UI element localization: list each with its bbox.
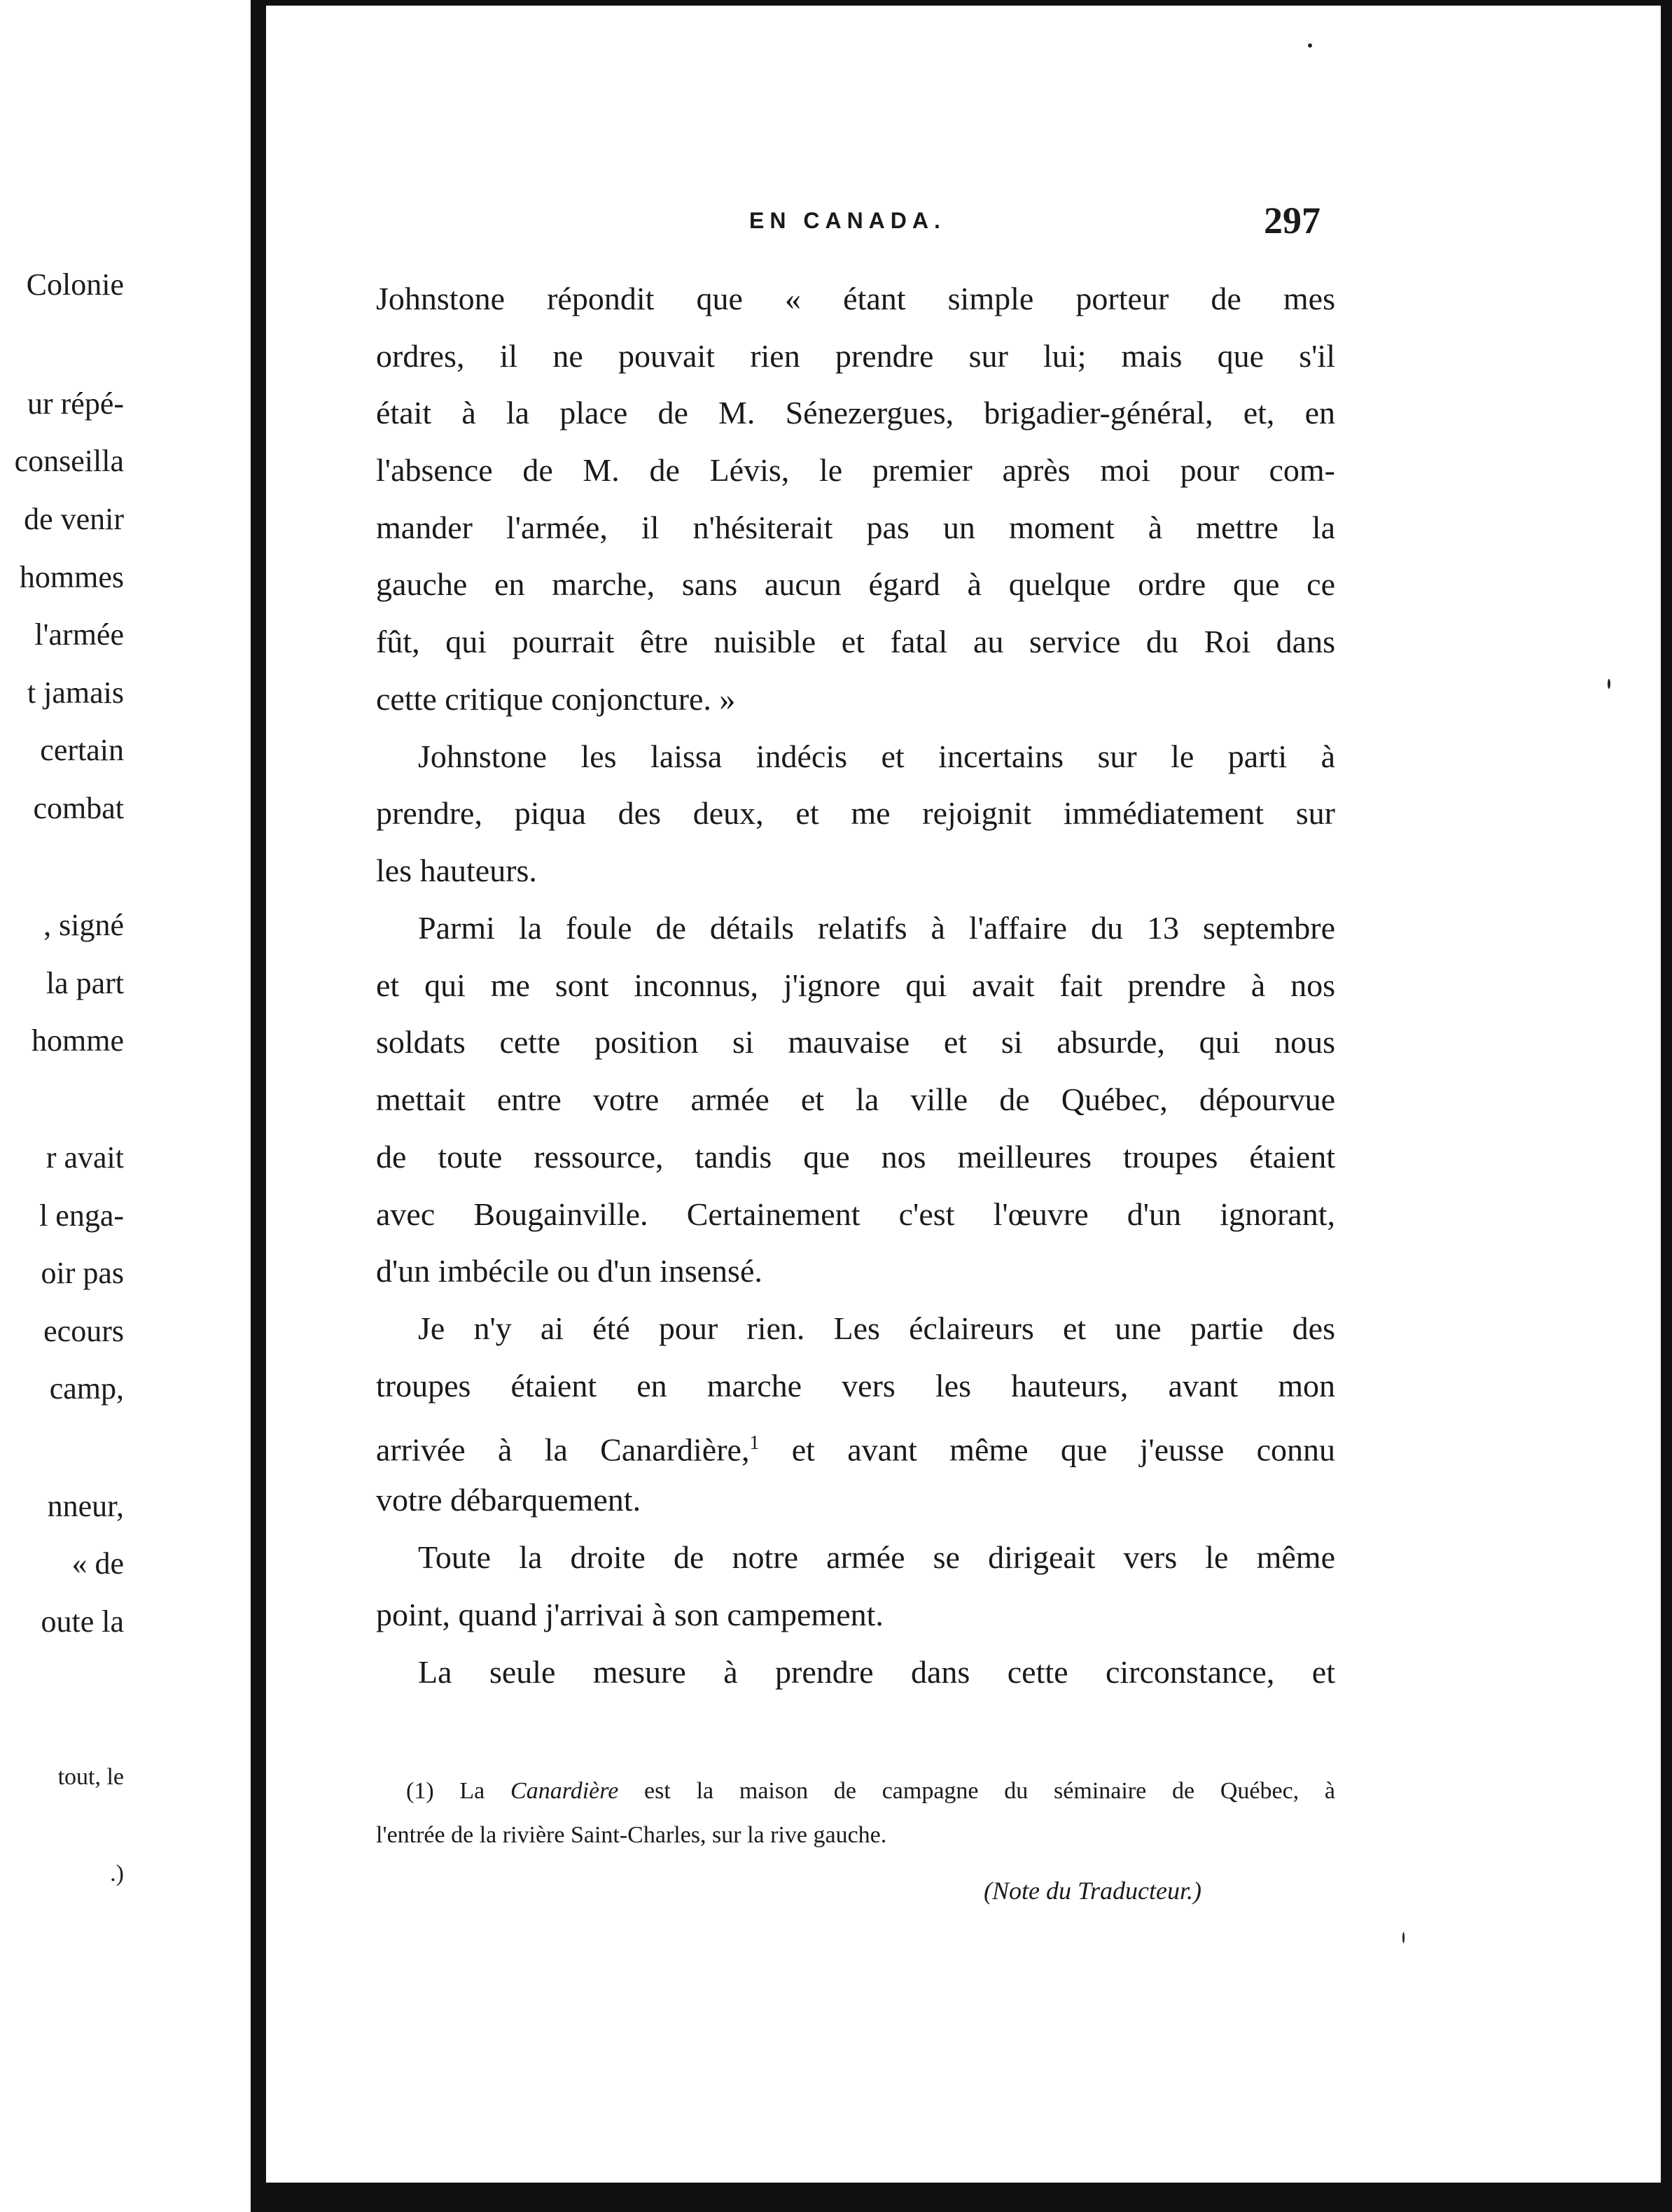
text-line: avec Bougainville. Certainement c'est l'œuvre d'un ignorant, (376, 1196, 1335, 1232)
text-line: d'un imbécile ou d'un insensé. (376, 1253, 762, 1289)
scan-speck (1608, 679, 1610, 689)
text-line: La seule mesure à prendre dans cette circonstance, et (418, 1654, 1335, 1690)
translator-note: (Note du Traducteur.) (984, 1877, 1201, 1905)
facing-page-line: oir pas (41, 1256, 124, 1290)
book-gutter (251, 0, 266, 2212)
text-line: mettait entre votre armée et la ville de Québec, dépourvue (376, 1082, 1335, 1117)
text-line: Je n'y ai été pour rien. Les éclaireurs et une partie des (418, 1310, 1335, 1346)
text-line: gauche en marche, sans aucun égard à quelque ordre que ce (376, 566, 1335, 602)
text-line: cette critique conjoncture. » (376, 681, 736, 717)
facing-page-line: de venir (24, 502, 124, 536)
footnote-text: La (433, 1778, 511, 1804)
text-line: soldats cette position si mauvaise et si absurde, qui nous (376, 1024, 1335, 1060)
footnote-line (406, 1776, 1335, 1807)
facing-page-line: oute la (41, 1604, 124, 1639)
facing-page-line: la part (46, 966, 124, 1000)
footnote-term: Canardière (510, 1778, 619, 1804)
scan-border-right (1661, 0, 1672, 2212)
text-line: fût, qui pourrait être nuisible et fatal au service du Roi dans (376, 624, 1335, 659)
facing-page-fragment (0, 0, 249, 2212)
facing-page-line: homme (32, 1023, 124, 1058)
footnote-line: l'entrée de la rivière Saint-Charles, sur la rive gauche. (376, 1822, 887, 1848)
scan-border-top (266, 0, 1663, 6)
text-line: Johnstone répondit que « étant simple porteur de mes (376, 281, 1335, 316)
footnote-text: est la maison de campagne du séminaire de Québec, à (618, 1778, 1336, 1804)
facing-page-line: , signé (43, 908, 124, 942)
facing-page-line: ecours (43, 1314, 124, 1348)
text-line: Parmi la foule de détails relatifs à l'affaire du 13 septembre (418, 910, 1335, 946)
facing-page-line: r avait (46, 1140, 124, 1175)
facing-page-line: certain (40, 733, 124, 767)
facing-page-line: l'armée (34, 617, 124, 652)
text-fragment: arrivée à la Canardière, (376, 1432, 750, 1468)
text-line: votre débarquement. (376, 1482, 641, 1518)
running-title: EN CANADA. (749, 208, 946, 233)
text-line: était à la place de M. Sénezergues, brigadier-général, et, en (376, 395, 1335, 430)
facing-page-line: l enga- (39, 1198, 124, 1233)
footnote-marker: (1) (406, 1778, 434, 1804)
facing-page-line: tout, le (57, 1764, 124, 1790)
text-line: prendre, piqua des deux, et me rejoignit immédiatement sur (376, 795, 1335, 831)
text-line-with-footnote-ref (376, 1423, 1335, 1470)
text-line: l'absence de M. de Lévis, le premier après moi pour com- (376, 452, 1335, 488)
facing-page-line: camp, (49, 1371, 124, 1406)
facing-page-line: .) (110, 1861, 124, 1886)
text-line: de toute ressource, tandis que nos meilleures troupes étaient (376, 1139, 1335, 1175)
facing-page-line: ur répé- (27, 386, 124, 421)
text-line: ordres, il ne pouvait rien prendre sur lui; mais que s'il (376, 338, 1335, 374)
text-fragment: et avant même que j'eusse connu (759, 1432, 1335, 1468)
facing-page-line: combat (33, 791, 124, 825)
facing-page-line: Colonie (26, 267, 124, 302)
facing-page-line: conseilla (14, 444, 124, 478)
facing-page-line: hommes (19, 560, 124, 594)
facing-page-line: nneur, (47, 1489, 124, 1523)
text-line: troupes étaient en marche vers les hauteurs, avant mon (376, 1368, 1335, 1404)
facing-page-line: « de (71, 1546, 124, 1581)
scan-speck (1308, 43, 1312, 48)
footnote-reference: 1 (749, 1432, 760, 1454)
scan-speck (1402, 1932, 1405, 1943)
scan-border-bottom (266, 2183, 1663, 2212)
facing-page-line: t jamais (27, 676, 124, 710)
text-line: les hauteurs. (376, 853, 537, 888)
text-line: et qui me sont inconnus, j'ignore qui avait fait prendre à nos (376, 967, 1335, 1003)
text-line: point, quand j'arrivai à son campement. (376, 1597, 884, 1632)
text-line: mander l'armée, il n'hésiterait pas un moment à mettre la (376, 510, 1335, 545)
page-number: 297 (1264, 200, 1321, 241)
text-line: Johnstone les laissa indécis et incertains sur le parti à (418, 738, 1335, 774)
text-line: Toute la droite de notre armée se dirigeait vers le même (418, 1539, 1335, 1575)
